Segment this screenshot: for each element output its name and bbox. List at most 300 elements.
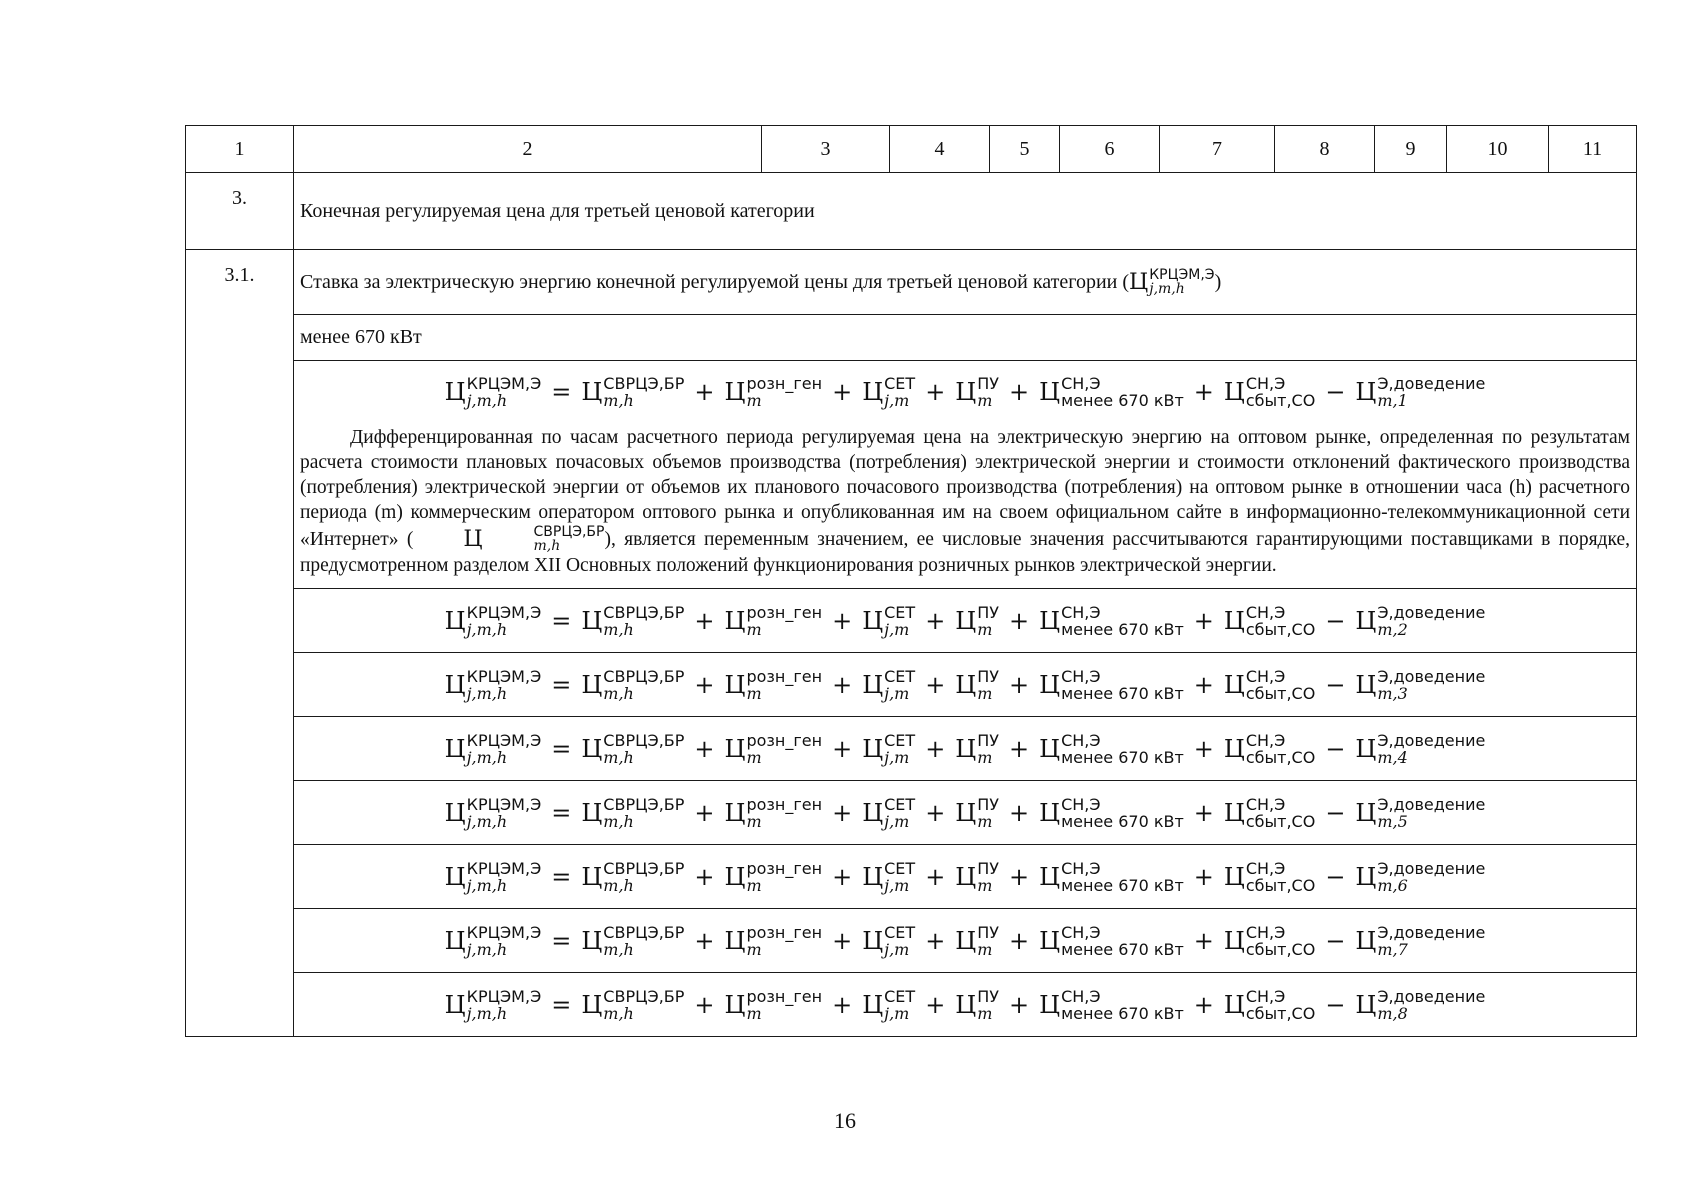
formula-4 — [294, 732, 1636, 766]
formula-operator: + — [1009, 378, 1030, 406]
formula-row-1 — [186, 361, 1637, 589]
formula-sub: менее 670 кВт — [1061, 619, 1184, 639]
formula-sup: СЕТ — [884, 666, 916, 686]
header-cell: 10 — [1447, 126, 1549, 173]
formula-sup: ПУ — [977, 602, 1000, 622]
formula-sub: j,m — [884, 875, 910, 895]
formula-symbol: Ц — [724, 606, 746, 635]
formula-symbol: Ц — [1355, 670, 1377, 699]
symbol-base: Ц — [1129, 269, 1149, 295]
formula-operator: + — [832, 862, 853, 891]
formula-symbol: Ц — [581, 606, 603, 635]
formula-sub: m — [746, 683, 762, 703]
header-cell: 7 — [1160, 126, 1275, 173]
formula-symbol: Ц — [862, 378, 884, 406]
formula-symbol: Ц — [1355, 862, 1377, 891]
formula-sup: КРЦЭМ,Э — [466, 374, 542, 393]
formula-sup: розн_ген — [746, 602, 823, 622]
formula-sub: j,m — [884, 683, 910, 703]
formula-operator: + — [694, 606, 715, 635]
formula-sub: m,2 — [1377, 619, 1408, 639]
formula-sup: СЕТ — [884, 602, 916, 622]
header-cell: 2 — [294, 126, 762, 173]
formula-symbol: Ц — [1223, 862, 1245, 891]
formula-sub: j,m — [884, 747, 910, 767]
formula-sup: СН,Э — [1245, 602, 1286, 622]
formula-operator: + — [832, 926, 853, 955]
formula-sup: СЕТ — [884, 730, 916, 750]
formula-sup: СН,Э — [1061, 374, 1101, 393]
formula-operator: − — [1325, 378, 1346, 406]
formula-sub: m,1 — [1377, 391, 1408, 410]
formula-symbol: Ц — [724, 862, 746, 891]
formula-operator: + — [832, 798, 853, 827]
formula-sup: СВРЦЭ,БР — [603, 374, 685, 393]
formula-operator: + — [925, 798, 946, 827]
formula-symbol: Ц — [862, 990, 884, 1019]
formula-operator: + — [694, 670, 715, 699]
formula-sup: Э,доведение — [1377, 858, 1486, 878]
formula-sup: КРЦЭМ,Э — [466, 602, 542, 622]
formula-sub: j,m — [884, 939, 910, 959]
formula-symbol: Ц — [955, 798, 977, 827]
formula-sup: СН,Э — [1061, 794, 1101, 814]
formula-operator: + — [832, 670, 853, 699]
formula-sup: СВРЦЭ,БР — [603, 794, 685, 814]
formula-sub: m — [746, 811, 762, 831]
formula-symbol: Ц — [1223, 606, 1245, 635]
formula-sub: m,h — [603, 811, 634, 831]
formula-operator: − — [1325, 926, 1346, 955]
formula-operator: − — [1325, 606, 1346, 635]
formula-sub: m,h — [603, 875, 634, 895]
formula-operator: + — [694, 798, 715, 827]
header-cell: 9 — [1375, 126, 1447, 173]
formula-symbol: Ц — [1223, 734, 1245, 763]
formula-symbol: Ц — [1039, 798, 1061, 827]
formula-sub: m,7 — [1377, 939, 1408, 959]
formula-sub: m,8 — [1377, 1003, 1408, 1023]
formula-sub: менее 670 кВт — [1061, 683, 1184, 703]
formula-symbol: Ц — [862, 606, 884, 635]
formula-sub: m,h — [603, 939, 634, 959]
formula-sub: m,4 — [1377, 747, 1408, 767]
formula-sub: m,h — [603, 1003, 634, 1023]
formula-operator: + — [694, 862, 715, 891]
formula-operator: + — [1009, 990, 1030, 1019]
section-3-1-title — [294, 250, 1637, 315]
paragraph-symbol — [413, 524, 605, 554]
formula-symbol: Ц — [955, 734, 977, 763]
formula-sup: Э,доведение — [1377, 374, 1486, 393]
formula-symbol: Ц — [862, 734, 884, 763]
formula-symbol: Ц — [444, 798, 466, 827]
formula-sub: j,m,h — [466, 619, 508, 639]
formula-symbol: Ц — [1223, 378, 1245, 406]
formula-operator: + — [925, 606, 946, 635]
formula-sub: m — [746, 391, 762, 410]
section-3-number: 3. — [186, 173, 294, 250]
formula-sup: Э,доведение — [1377, 730, 1486, 750]
formula-sup: розн_ген — [746, 858, 823, 878]
symbol-sub: m,h — [533, 538, 561, 554]
formula-sub: m — [746, 747, 762, 767]
formula-operator: + — [1193, 378, 1214, 406]
formula-symbol: Ц — [724, 378, 746, 406]
formula-and-paragraph-cell — [294, 361, 1637, 589]
formula-symbol: Ц — [444, 990, 466, 1019]
formula-symbol: Ц — [1039, 378, 1061, 406]
formula-symbol: Ц — [1039, 670, 1061, 699]
section-3-1-row — [186, 250, 1637, 315]
formula-symbol: Ц — [1039, 862, 1061, 891]
formula-operator: = — [551, 734, 572, 763]
formula-operator: = — [551, 862, 572, 891]
formula-symbol: Ц — [444, 926, 466, 955]
formula-symbol: Ц — [444, 670, 466, 699]
formula-sub: m — [977, 875, 993, 895]
formula-sub: менее 670 кВт — [1061, 939, 1184, 959]
formula-operator: + — [694, 926, 715, 955]
formula-7 — [294, 924, 1636, 958]
page-number: 16 — [834, 1108, 856, 1133]
formula-sup: КРЦЭМ,Э — [466, 922, 542, 942]
formula-operator: + — [1009, 734, 1030, 763]
formula-operator: + — [1193, 734, 1214, 763]
formula-sub: m,h — [603, 683, 634, 703]
formula-operator: = — [551, 670, 572, 699]
formula-operator: + — [925, 670, 946, 699]
formula-operator: = — [551, 378, 572, 406]
formula-row-7 — [186, 909, 1637, 973]
formula-sup: СН,Э — [1061, 730, 1101, 750]
less-670-row — [186, 315, 1637, 361]
header-cell: 1 — [186, 126, 294, 173]
formula-operator: = — [551, 798, 572, 827]
paragraph-part-2: ), является переменным значением, ее числовые значения рассчитываются гарантирующими поставщиками в порядке, предусмотренном разделом XII Основных положений функционирования розничных рынков электрической энергии. — [300, 529, 1630, 576]
formula-symbol: Ц — [1355, 606, 1377, 635]
formula-symbol: Ц — [724, 734, 746, 763]
formula-symbol: Ц — [724, 990, 746, 1019]
formula-sub: m,h — [603, 747, 634, 767]
formula-sub: j,m,h — [466, 811, 508, 831]
formula-symbol: Ц — [1039, 734, 1061, 763]
formula-sup: СЕТ — [884, 794, 916, 814]
formula-1 — [294, 361, 1636, 425]
symbol-sup: СВРЦЭ,БР — [533, 524, 605, 540]
formula-sup: СВРЦЭ,БР — [603, 730, 685, 750]
formula-operator: − — [1325, 670, 1346, 699]
formula-row-3 — [186, 653, 1637, 717]
formula-symbol: Ц — [1355, 378, 1377, 406]
formula-symbol: Ц — [724, 926, 746, 955]
formula-symbol: Ц — [955, 990, 977, 1019]
formula-sup: розн_ген — [746, 374, 823, 393]
formula-sup: Э,доведение — [1377, 922, 1486, 942]
formula-sub: менее 670 кВт — [1061, 1003, 1184, 1023]
title-suffix: ) — [1214, 271, 1222, 293]
header-cell: 11 — [1549, 126, 1637, 173]
formula-sub: сбыт,СО — [1245, 747, 1316, 767]
formula-sub: m — [977, 811, 993, 831]
formula-sub: j,m — [884, 619, 910, 639]
formula-sub: менее 670 кВт — [1061, 811, 1184, 831]
formula-symbol: Ц — [862, 926, 884, 955]
header-cell: 4 — [890, 126, 990, 173]
formula-sup: ПУ — [977, 922, 1000, 942]
formula-symbol: Ц — [1039, 606, 1061, 635]
formula-sup: Э,доведение — [1377, 794, 1486, 814]
formula-sub: j,m — [884, 1003, 910, 1023]
formula-symbol: Ц — [581, 378, 603, 406]
formula-sub: m — [977, 619, 993, 639]
formula-operator: + — [832, 606, 853, 635]
formula-sub: j,m — [884, 391, 910, 410]
formula-operator: + — [1009, 670, 1030, 699]
formula-operator: + — [1193, 990, 1214, 1019]
formula-operator: + — [1009, 926, 1030, 955]
formula-sup: КРЦЭМ,Э — [466, 666, 542, 686]
section-3-title: Конечная регулируемая цена для третьей ценовой категории — [294, 173, 1637, 250]
formula-8 — [294, 988, 1636, 1022]
formula-symbol: Ц — [444, 862, 466, 891]
formula-sup: ПУ — [977, 986, 1000, 1006]
formula-symbol: Ц — [1039, 990, 1061, 1019]
formula-symbol: Ц — [1223, 798, 1245, 827]
formula-operator: = — [551, 990, 572, 1019]
formula-sup: СН,Э — [1245, 666, 1286, 686]
formula-sub: сбыт,СО — [1245, 683, 1316, 703]
formula-sup: СН,Э — [1061, 602, 1101, 622]
formula-3 — [294, 668, 1636, 702]
formula-sub: сбыт,СО — [1245, 875, 1316, 895]
formula-symbol: Ц — [862, 798, 884, 827]
header-cell: 5 — [990, 126, 1060, 173]
formula-sub: j,m,h — [466, 1003, 508, 1023]
formula-sup: СЕТ — [884, 374, 916, 393]
formula-row-5 — [186, 781, 1637, 845]
formula-sup: СН,Э — [1245, 374, 1286, 393]
formula-sub: j,m,h — [466, 683, 508, 703]
formula-sup: ПУ — [977, 730, 1000, 750]
formula-operator: − — [1325, 798, 1346, 827]
formula-row-2 — [186, 589, 1637, 653]
formula-symbol: Ц — [955, 378, 977, 406]
formula-sub: m — [977, 391, 993, 410]
formula-symbol: Ц — [581, 734, 603, 763]
formula-operator: + — [1193, 670, 1214, 699]
formula-symbol: Ц — [1223, 990, 1245, 1019]
formula-sup: СВРЦЭ,БР — [603, 602, 685, 622]
formula-sup: розн_ген — [746, 666, 823, 686]
formula-sup: СЕТ — [884, 858, 916, 878]
formula-symbol: Ц — [444, 606, 466, 635]
formula-sup: розн_ген — [746, 986, 823, 1006]
formula-symbol: Ц — [1223, 926, 1245, 955]
formula-sub: j,m,h — [466, 747, 508, 767]
formula-symbol: Ц — [1355, 926, 1377, 955]
formula-symbol: Ц — [955, 926, 977, 955]
formula-symbol: Ц — [1223, 670, 1245, 699]
formula-sub: менее 670 кВт — [1061, 875, 1184, 895]
formula-sup: Э,доведение — [1377, 986, 1486, 1006]
definition-paragraph — [294, 425, 1636, 588]
section-3-row — [186, 173, 1637, 250]
formula-sub: j,m,h — [466, 939, 508, 959]
formula-sub: j,m,h — [466, 875, 508, 895]
formula-sub: менее 670 кВт — [1061, 747, 1184, 767]
formula-operator: + — [1009, 862, 1030, 891]
formula-symbol: Ц — [1355, 798, 1377, 827]
tariff-table — [185, 125, 1637, 1037]
formula-operator: + — [832, 734, 853, 763]
formula-sub: j,m,h — [466, 391, 508, 410]
formula-sup: СН,Э — [1245, 794, 1286, 814]
formula-operator: = — [551, 926, 572, 955]
formula-sub: m — [977, 1003, 993, 1023]
formula-sub: сбыт,СО — [1245, 619, 1316, 639]
formula-sub: m,h — [603, 619, 634, 639]
formula-2 — [294, 604, 1636, 638]
formula-symbol: Ц — [581, 990, 603, 1019]
formula-symbol: Ц — [1355, 990, 1377, 1019]
formula-sub: m — [746, 875, 762, 895]
paragraph-part-1: Дифференцированная по часам расчетного периода регулируемая цена на электрическую энергию на оптовом рынке, определенная по результатам расчета стоимости плановых почасовых объемов производства (потребления) электрической энергии и стоимости отклонений фактического производства (потребления) электрической энергии от объемов их планового почасового производства (потребления) на оптовом рынке в отношении часа (h) расчетного периода (m) коммерческим оператором оптового рынка и опубликованная им на своем официальном сайте в информационно-телекоммуникационной сети «Интернет» ( — [300, 427, 1630, 550]
formula-operator: + — [832, 378, 853, 406]
formula-symbol: Ц — [444, 734, 466, 763]
formula-operator: + — [925, 378, 946, 406]
formula-symbol: Ц — [444, 378, 466, 406]
formula-sup: СН,Э — [1061, 666, 1101, 686]
formula-symbol: Ц — [724, 798, 746, 827]
formula-operator: + — [925, 862, 946, 891]
formula-sub: m — [746, 939, 762, 959]
formula-sup: СН,Э — [1061, 986, 1101, 1006]
formula-sup: ПУ — [977, 374, 1000, 393]
symbol-base: Ц — [463, 526, 483, 552]
formula-sub: m — [977, 683, 993, 703]
formula-symbol: Ц — [862, 862, 884, 891]
formula-operator: + — [925, 734, 946, 763]
formula-operator: = — [551, 606, 572, 635]
formula-sub: m,h — [603, 391, 634, 410]
formula-operator: + — [694, 378, 715, 406]
formula-row-6 — [186, 845, 1637, 909]
formula-operator: + — [1193, 798, 1214, 827]
formula-operator: + — [925, 926, 946, 955]
formula-sup: Э,доведение — [1377, 602, 1486, 622]
header-cell: 6 — [1060, 126, 1160, 173]
formula-sub: m,6 — [1377, 875, 1408, 895]
formula-sup: СН,Э — [1245, 730, 1286, 750]
formula-sup: ПУ — [977, 794, 1000, 814]
symbol-sup: КРЦЭМ,Э — [1149, 267, 1215, 283]
formula-symbol: Ц — [581, 926, 603, 955]
formula-sub: m — [977, 747, 993, 767]
formula-sup: СН,Э — [1061, 922, 1101, 942]
formula-sup: розн_ген — [746, 730, 823, 750]
formula-symbol: Ц — [955, 670, 977, 699]
formula-operator: + — [1009, 606, 1030, 635]
formula-operator: + — [1193, 926, 1214, 955]
formula-sub: m — [746, 1003, 762, 1023]
formula-symbol: Ц — [1039, 926, 1061, 955]
formula-sub: сбыт,СО — [1245, 811, 1316, 831]
formula-sup: КРЦЭМ,Э — [466, 858, 542, 878]
formula-operator: + — [694, 990, 715, 1019]
formula-sup: СВРЦЭ,БР — [603, 666, 685, 686]
formula-row-8 — [186, 973, 1637, 1037]
formula-sub: сбыт,СО — [1245, 391, 1316, 410]
formula-row-4 — [186, 717, 1637, 781]
formula-sup: КРЦЭМ,Э — [466, 730, 542, 750]
formula-operator: − — [1325, 734, 1346, 763]
formula-sub: m,5 — [1377, 811, 1408, 831]
formula-sub: m,3 — [1377, 683, 1408, 703]
formula-sup: розн_ген — [746, 922, 823, 942]
formula-sup: ПУ — [977, 858, 1000, 878]
header-cell: 3 — [762, 126, 890, 173]
formula-symbol: Ц — [581, 798, 603, 827]
formula-operator: + — [1193, 606, 1214, 635]
formula-symbol: Ц — [862, 670, 884, 699]
formula-sub: j,m — [884, 811, 910, 831]
formula-sup: розн_ген — [746, 794, 823, 814]
formula-sup: СН,Э — [1245, 858, 1286, 878]
formula-symbol: Ц — [581, 670, 603, 699]
formula-operator: + — [1193, 862, 1214, 891]
formula-sup: Э,доведение — [1377, 666, 1486, 686]
formula-operator: + — [694, 734, 715, 763]
formula-5 — [294, 796, 1636, 830]
header-cell: 8 — [1275, 126, 1375, 173]
formula-operator: − — [1325, 990, 1346, 1019]
formula-sup: СЕТ — [884, 986, 916, 1006]
formula-operator: + — [1009, 798, 1030, 827]
title-prefix: Ставка за электрическую энергию конечной регулируемой цены для третьей ценовой категории ( — [300, 271, 1130, 293]
formula-sup: КРЦЭМ,Э — [466, 794, 542, 814]
formula-operator: − — [1325, 862, 1346, 891]
formula-symbol: Ц — [724, 670, 746, 699]
formula-sup: СН,Э — [1245, 986, 1286, 1006]
section-3-1-number: 3.1. — [186, 250, 294, 1037]
formula-sub: сбыт,СО — [1245, 1003, 1316, 1023]
title-symbol — [1129, 267, 1215, 297]
formula-operator: + — [925, 990, 946, 1019]
formula-6 — [294, 860, 1636, 894]
formula-sup: СВРЦЭ,БР — [603, 858, 685, 878]
header-row — [186, 126, 1637, 173]
symbol-sub: j,m,h — [1149, 281, 1185, 297]
formula-sup: СН,Э — [1245, 922, 1286, 942]
formula-sup: СЕТ — [884, 922, 916, 942]
formula-sub: менее 670 кВт — [1061, 391, 1184, 410]
less-670-label: менее 670 кВт — [294, 315, 1637, 361]
formula-symbol: Ц — [955, 862, 977, 891]
formula-sup: СВРЦЭ,БР — [603, 986, 685, 1006]
formula-symbol: Ц — [581, 862, 603, 891]
formula-sup: СВРЦЭ,БР — [603, 922, 685, 942]
formula-symbol: Ц — [1355, 734, 1377, 763]
formula-sub: m — [977, 939, 993, 959]
formula-sup: ПУ — [977, 666, 1000, 686]
formula-sup: КРЦЭМ,Э — [466, 986, 542, 1006]
formula-sup: СН,Э — [1061, 858, 1101, 878]
formula-sub: m — [746, 619, 762, 639]
formula-sub: сбыт,СО — [1245, 939, 1316, 959]
paragraph-text — [300, 425, 1630, 578]
formula-symbol: Ц — [955, 606, 977, 635]
